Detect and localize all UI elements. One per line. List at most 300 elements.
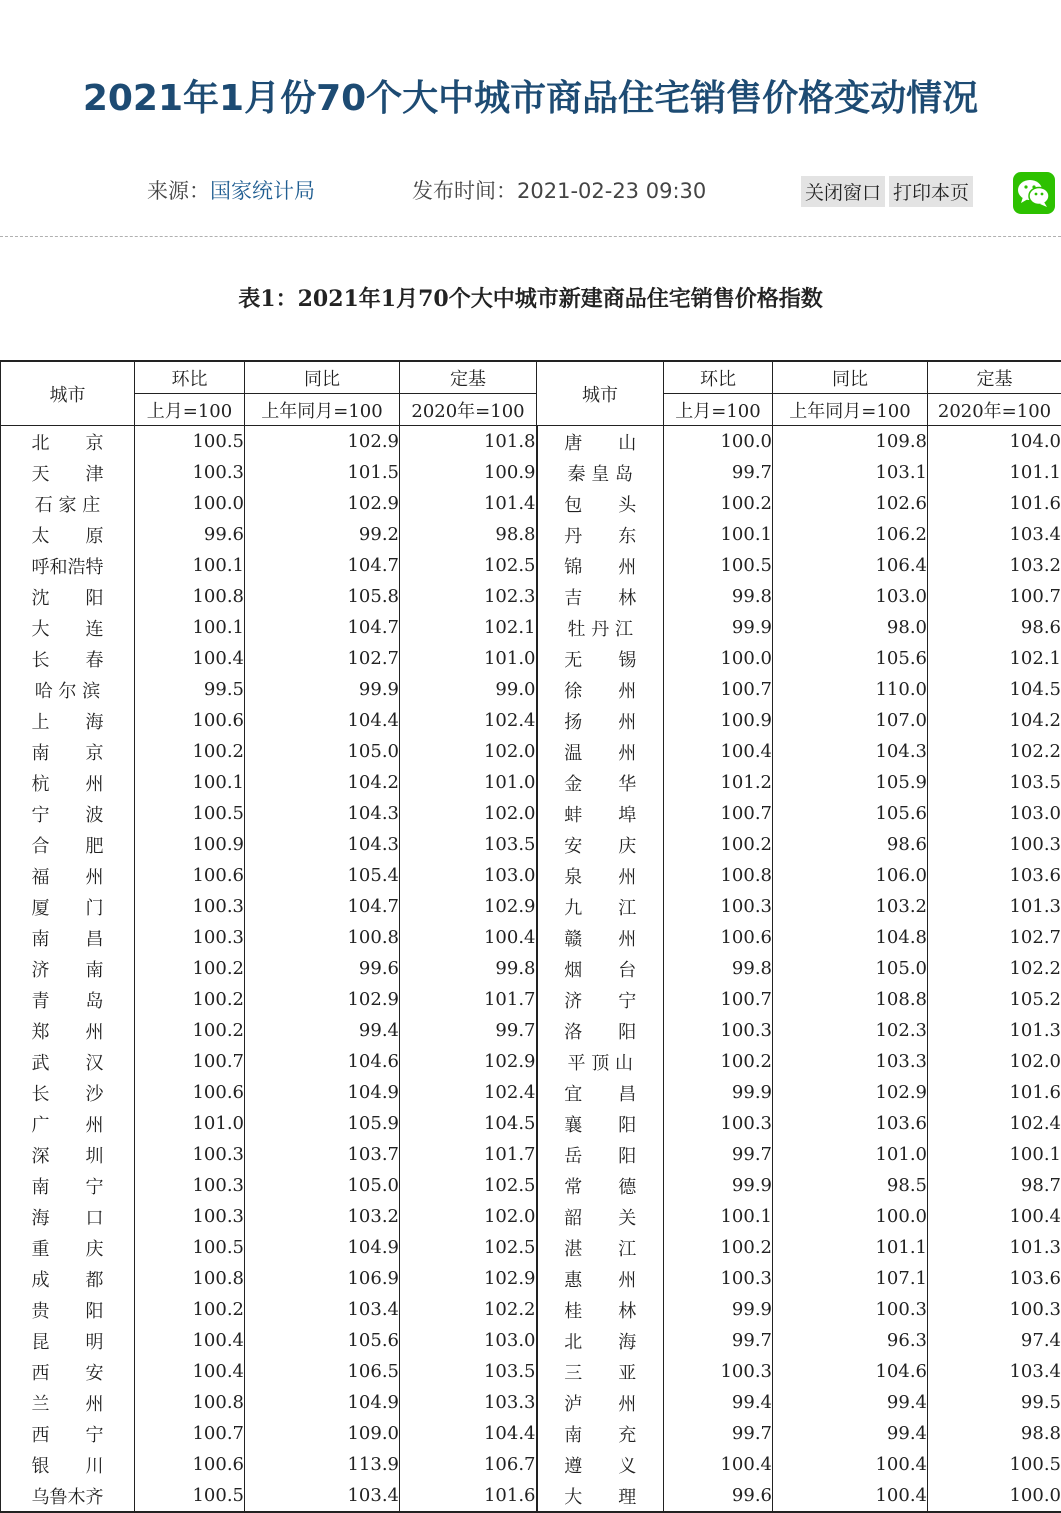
right-city-cell: 泉 州 (537, 860, 664, 891)
right-mom-cell: 100.0 (664, 643, 773, 674)
left-base-cell: 101.6 (400, 1480, 537, 1512)
left-mom-cell: 100.6 (135, 1077, 245, 1108)
left-yoy-cell: 99.4 (245, 1015, 400, 1046)
right-mom-cell: 99.9 (664, 1077, 773, 1108)
left-yoy-cell: 106.9 (245, 1263, 400, 1294)
right-mom-cell: 100.3 (664, 1263, 773, 1294)
right-base-cell: 98.7 (928, 1170, 1061, 1201)
right-city-cell: 安 庆 (537, 829, 664, 860)
right-yoy-cell: 105.6 (773, 798, 928, 829)
right-base-cell: 101.6 (928, 1077, 1061, 1108)
table-row (1, 488, 1061, 519)
table-body (1, 426, 1061, 1513)
right-mom-cell: 100.2 (664, 488, 773, 519)
left-base-cell: 100.4 (400, 922, 537, 953)
left-base-cell: 102.0 (400, 736, 537, 767)
right-yoy-cell: 106.0 (773, 860, 928, 891)
header-yoy: 同比 (773, 361, 928, 394)
left-city-cell: 沈 阳 (1, 581, 135, 612)
left-base-cell: 104.5 (400, 1108, 537, 1139)
right-base-cell: 104.0 (928, 426, 1061, 458)
left-city-cell: 厦 门 (1, 891, 135, 922)
right-city-cell: 南 充 (537, 1418, 664, 1449)
left-yoy-cell: 105.4 (245, 860, 400, 891)
left-base-cell: 104.4 (400, 1418, 537, 1449)
right-mom-cell: 100.5 (664, 550, 773, 581)
left-base-cell: 98.8 (400, 519, 537, 550)
right-city-cell: 济 宁 (537, 984, 664, 1015)
right-base-cell: 102.7 (928, 922, 1061, 953)
source-link[interactable]: 国家统计局 (210, 179, 315, 203)
right-city-cell: 湛 江 (537, 1232, 664, 1263)
right-city-cell: 丹 东 (537, 519, 664, 550)
left-base-cell: 102.5 (400, 550, 537, 581)
right-city-cell: 温 州 (537, 736, 664, 767)
left-mom-cell: 100.8 (135, 1387, 245, 1418)
publish-info (412, 175, 706, 205)
right-base-cell: 103.0 (928, 798, 1061, 829)
right-yoy-cell: 102.6 (773, 488, 928, 519)
right-yoy-cell: 103.2 (773, 891, 928, 922)
left-mom-cell: 100.9 (135, 829, 245, 860)
right-mom-cell: 100.8 (664, 860, 773, 891)
right-base-cell: 100.1 (928, 1139, 1061, 1170)
right-yoy-cell: 103.6 (773, 1108, 928, 1139)
wechat-icon[interactable] (1013, 172, 1055, 214)
table-row (1, 1294, 1061, 1325)
left-city-cell: 青 岛 (1, 984, 135, 1015)
right-city-cell: 秦 皇 岛 (537, 457, 664, 488)
right-mom-cell: 100.2 (664, 1046, 773, 1077)
table-row (1, 736, 1061, 767)
left-city-cell: 太 原 (1, 519, 135, 550)
right-base-cell: 99.5 (928, 1387, 1061, 1418)
right-city-cell: 洛 阳 (537, 1015, 664, 1046)
left-mom-cell: 100.0 (135, 488, 245, 519)
right-city-cell: 遵 义 (537, 1449, 664, 1480)
right-city-cell: 常 德 (537, 1170, 664, 1201)
header-mom: 环比 (664, 361, 773, 394)
left-base-cell: 101.0 (400, 643, 537, 674)
left-mom-cell: 100.6 (135, 1449, 245, 1480)
left-yoy-cell: 99.6 (245, 953, 400, 984)
left-yoy-cell: 104.4 (245, 705, 400, 736)
left-yoy-cell: 105.0 (245, 736, 400, 767)
right-yoy-cell: 100.0 (773, 1201, 928, 1232)
left-yoy-cell: 104.3 (245, 798, 400, 829)
left-city-cell: 兰 州 (1, 1387, 135, 1418)
right-base-cell: 103.2 (928, 550, 1061, 581)
right-base-cell: 105.2 (928, 984, 1061, 1015)
left-yoy-cell: 103.4 (245, 1480, 400, 1512)
left-mom-cell: 100.2 (135, 984, 245, 1015)
left-yoy-cell: 105.8 (245, 581, 400, 612)
left-base-cell: 103.0 (400, 860, 537, 891)
right-yoy-cell: 100.4 (773, 1449, 928, 1480)
left-yoy-cell: 106.5 (245, 1356, 400, 1387)
table-row (1, 1480, 1061, 1512)
left-city-cell: 贵 阳 (1, 1294, 135, 1325)
right-yoy-cell: 98.6 (773, 829, 928, 860)
right-base-cell: 104.2 (928, 705, 1061, 736)
left-base-cell: 101.4 (400, 488, 537, 519)
right-yoy-cell: 101.1 (773, 1232, 928, 1263)
left-yoy-cell: 104.6 (245, 1046, 400, 1077)
right-mom-cell: 100.7 (664, 674, 773, 705)
right-base-cell: 101.1 (928, 457, 1061, 488)
publish-time: 2021-02-23 09:30 (517, 179, 706, 203)
left-yoy-cell: 113.9 (245, 1449, 400, 1480)
left-city-cell: 西 安 (1, 1356, 135, 1387)
header-mom-sub: 上月=100 (135, 394, 245, 426)
left-mom-cell: 100.2 (135, 1015, 245, 1046)
left-yoy-cell: 109.0 (245, 1418, 400, 1449)
left-city-cell: 武 汉 (1, 1046, 135, 1077)
left-city-cell: 乌鲁木齐 (1, 1480, 135, 1512)
left-mom-cell: 99.5 (135, 674, 245, 705)
left-city-cell: 西 宁 (1, 1418, 135, 1449)
right-city-cell: 惠 州 (537, 1263, 664, 1294)
left-base-cell: 102.4 (400, 705, 537, 736)
table-row (1, 581, 1061, 612)
table-row (1, 705, 1061, 736)
left-yoy-cell: 104.9 (245, 1077, 400, 1108)
right-mom-cell: 100.3 (664, 1356, 773, 1387)
right-mom-cell: 99.7 (664, 1139, 773, 1170)
table-row (1, 426, 1061, 458)
action-buttons (801, 176, 973, 207)
left-base-cell: 102.0 (400, 798, 537, 829)
left-yoy-cell: 104.9 (245, 1387, 400, 1418)
right-city-cell: 徐 州 (537, 674, 664, 705)
table-row (1, 1046, 1061, 1077)
table-row (1, 1077, 1061, 1108)
right-city-cell: 泸 州 (537, 1387, 664, 1418)
left-yoy-cell: 99.9 (245, 674, 400, 705)
table-row (1, 1015, 1061, 1046)
left-base-cell: 102.9 (400, 1263, 537, 1294)
left-base-cell: 103.5 (400, 829, 537, 860)
right-city-cell: 北 海 (537, 1325, 664, 1356)
dashed-divider (0, 236, 1061, 237)
source-label: 来源： (147, 179, 210, 203)
left-mom-cell: 100.5 (135, 426, 245, 458)
header-base-sub: 2020年=100 (400, 394, 537, 426)
header-city: 城市 (1, 361, 135, 426)
left-yoy-cell: 104.3 (245, 829, 400, 860)
right-base-cell: 101.3 (928, 1232, 1061, 1263)
left-mom-cell: 100.4 (135, 1356, 245, 1387)
left-mom-cell: 100.5 (135, 798, 245, 829)
left-mom-cell: 100.3 (135, 1139, 245, 1170)
left-mom-cell: 100.7 (135, 1046, 245, 1077)
right-city-cell: 金 华 (537, 767, 664, 798)
left-base-cell: 101.7 (400, 984, 537, 1015)
left-mom-cell: 100.2 (135, 736, 245, 767)
right-city-cell: 包 头 (537, 488, 664, 519)
left-mom-cell: 101.0 (135, 1108, 245, 1139)
left-base-cell: 102.0 (400, 1201, 537, 1232)
table-row (1, 1418, 1061, 1449)
right-yoy-cell: 100.4 (773, 1480, 928, 1512)
right-yoy-cell: 99.4 (773, 1418, 928, 1449)
right-base-cell: 103.4 (928, 1356, 1061, 1387)
right-mom-cell: 100.7 (664, 984, 773, 1015)
left-yoy-cell: 104.9 (245, 1232, 400, 1263)
left-mom-cell: 99.6 (135, 519, 245, 550)
header-yoy-sub: 上年同月=100 (773, 394, 928, 426)
left-base-cell: 102.5 (400, 1232, 537, 1263)
right-city-cell: 烟 台 (537, 953, 664, 984)
right-city-cell: 无 锡 (537, 643, 664, 674)
table-row (1, 922, 1061, 953)
right-base-cell: 98.8 (928, 1418, 1061, 1449)
right-yoy-cell: 108.8 (773, 984, 928, 1015)
left-city-cell: 海 口 (1, 1201, 135, 1232)
right-mom-cell: 100.2 (664, 829, 773, 860)
right-yoy-cell: 103.0 (773, 581, 928, 612)
left-base-cell: 102.1 (400, 612, 537, 643)
right-yoy-cell: 103.3 (773, 1046, 928, 1077)
price-index-table (0, 360, 1061, 1513)
left-mom-cell: 100.1 (135, 767, 245, 798)
table-row (1, 984, 1061, 1015)
right-base-cell: 103.6 (928, 1263, 1061, 1294)
left-city-cell: 成 都 (1, 1263, 135, 1294)
right-mom-cell: 100.2 (664, 1232, 773, 1263)
left-city-cell: 南 宁 (1, 1170, 135, 1201)
right-city-cell: 平 顶 山 (537, 1046, 664, 1077)
left-city-cell: 南 昌 (1, 922, 135, 953)
right-city-cell: 赣 州 (537, 922, 664, 953)
table-row (1, 1325, 1061, 1356)
right-yoy-cell: 98.5 (773, 1170, 928, 1201)
right-base-cell: 103.4 (928, 519, 1061, 550)
left-yoy-cell: 103.2 (245, 1201, 400, 1232)
right-mom-cell: 100.7 (664, 798, 773, 829)
left-mom-cell: 100.4 (135, 643, 245, 674)
right-city-cell: 宜 昌 (537, 1077, 664, 1108)
table-row (1, 612, 1061, 643)
left-base-cell: 102.9 (400, 1046, 537, 1077)
right-city-cell: 唐 山 (537, 426, 664, 458)
right-city-cell: 三 亚 (537, 1356, 664, 1387)
left-city-cell: 昆 明 (1, 1325, 135, 1356)
table-row (1, 643, 1061, 674)
right-mom-cell: 99.7 (664, 1418, 773, 1449)
left-mom-cell: 100.6 (135, 705, 245, 736)
right-mom-cell: 99.6 (664, 1480, 773, 1512)
right-base-cell: 101.6 (928, 488, 1061, 519)
left-city-cell: 南 京 (1, 736, 135, 767)
right-base-cell: 97.4 (928, 1325, 1061, 1356)
left-city-cell: 石 家 庄 (1, 488, 135, 519)
left-city-cell: 长 沙 (1, 1077, 135, 1108)
right-mom-cell: 99.9 (664, 612, 773, 643)
left-yoy-cell: 104.7 (245, 891, 400, 922)
table-row (1, 1139, 1061, 1170)
right-mom-cell: 100.3 (664, 891, 773, 922)
left-mom-cell: 100.4 (135, 1325, 245, 1356)
left-city-cell: 深 圳 (1, 1139, 135, 1170)
left-city-cell: 济 南 (1, 953, 135, 984)
left-yoy-cell: 103.4 (245, 1294, 400, 1325)
table-row (1, 1201, 1061, 1232)
right-base-cell: 103.6 (928, 860, 1061, 891)
right-city-cell: 岳 阳 (537, 1139, 664, 1170)
right-mom-cell: 99.4 (664, 1387, 773, 1418)
table-row (1, 519, 1061, 550)
left-city-cell: 合 肥 (1, 829, 135, 860)
close-window-button[interactable]: 关闭窗口 (801, 176, 885, 207)
left-base-cell: 103.0 (400, 1325, 537, 1356)
left-mom-cell: 100.3 (135, 457, 245, 488)
right-yoy-cell: 101.0 (773, 1139, 928, 1170)
table-row (1, 767, 1061, 798)
right-city-cell: 桂 林 (537, 1294, 664, 1325)
right-yoy-cell: 96.3 (773, 1325, 928, 1356)
left-base-cell: 100.9 (400, 457, 537, 488)
right-mom-cell: 99.9 (664, 1170, 773, 1201)
left-mom-cell: 100.7 (135, 1418, 245, 1449)
table-row (1, 860, 1061, 891)
left-mom-cell: 100.1 (135, 612, 245, 643)
right-base-cell: 100.5 (928, 1449, 1061, 1480)
right-yoy-cell: 103.1 (773, 457, 928, 488)
left-yoy-cell: 102.9 (245, 426, 400, 458)
table-caption: 表1：2021年1月70个大中城市新建商品住宅销售价格指数 (0, 282, 1061, 313)
right-base-cell: 102.0 (928, 1046, 1061, 1077)
wechat-bubbles-icon (1017, 178, 1051, 208)
right-mom-cell: 100.4 (664, 1449, 773, 1480)
right-city-cell: 吉 林 (537, 581, 664, 612)
header-yoy-sub: 上年同月=100 (245, 394, 400, 426)
right-base-cell: 102.4 (928, 1108, 1061, 1139)
right-mom-cell: 99.8 (664, 581, 773, 612)
left-yoy-cell: 99.2 (245, 519, 400, 550)
right-yoy-cell: 107.1 (773, 1263, 928, 1294)
right-base-cell: 103.5 (928, 767, 1061, 798)
left-city-cell: 北 京 (1, 426, 135, 458)
left-mom-cell: 100.8 (135, 1263, 245, 1294)
left-mom-cell: 100.5 (135, 1232, 245, 1263)
table-row (1, 1108, 1061, 1139)
left-base-cell: 103.3 (400, 1387, 537, 1418)
table-row (1, 457, 1061, 488)
right-city-cell: 锦 州 (537, 550, 664, 581)
left-base-cell: 102.4 (400, 1077, 537, 1108)
print-page-button[interactable]: 打印本页 (889, 176, 973, 207)
right-base-cell: 101.3 (928, 891, 1061, 922)
left-mom-cell: 100.5 (135, 1480, 245, 1512)
source-info (147, 175, 315, 205)
right-base-cell: 100.3 (928, 829, 1061, 860)
left-mom-cell: 100.3 (135, 891, 245, 922)
left-yoy-cell: 105.6 (245, 1325, 400, 1356)
left-base-cell: 99.7 (400, 1015, 537, 1046)
right-yoy-cell: 105.9 (773, 767, 928, 798)
left-city-cell: 郑 州 (1, 1015, 135, 1046)
right-yoy-cell: 105.0 (773, 953, 928, 984)
right-yoy-cell: 105.6 (773, 643, 928, 674)
left-city-cell: 重 庆 (1, 1232, 135, 1263)
left-yoy-cell: 102.7 (245, 643, 400, 674)
right-mom-cell: 100.0 (664, 426, 773, 458)
header-yoy: 同比 (245, 361, 400, 394)
right-mom-cell: 99.7 (664, 1325, 773, 1356)
table-row (1, 674, 1061, 705)
table-row (1, 1232, 1061, 1263)
header-base-sub: 2020年=100 (928, 394, 1061, 426)
right-yoy-cell: 107.0 (773, 705, 928, 736)
right-base-cell: 102.2 (928, 953, 1061, 984)
left-yoy-cell: 105.0 (245, 1170, 400, 1201)
left-base-cell: 103.5 (400, 1356, 537, 1387)
right-city-cell: 大 理 (537, 1480, 664, 1512)
right-city-cell: 襄 阳 (537, 1108, 664, 1139)
right-mom-cell: 101.2 (664, 767, 773, 798)
right-base-cell: 101.3 (928, 1015, 1061, 1046)
left-yoy-cell: 102.9 (245, 984, 400, 1015)
table-row (1, 550, 1061, 581)
right-mom-cell: 100.3 (664, 1015, 773, 1046)
right-yoy-cell: 102.3 (773, 1015, 928, 1046)
left-mom-cell: 100.6 (135, 860, 245, 891)
left-mom-cell: 100.8 (135, 581, 245, 612)
right-yoy-cell: 104.6 (773, 1356, 928, 1387)
left-yoy-cell: 100.8 (245, 922, 400, 953)
right-base-cell: 104.5 (928, 674, 1061, 705)
right-yoy-cell: 104.8 (773, 922, 928, 953)
table-row (1, 1263, 1061, 1294)
right-yoy-cell: 106.2 (773, 519, 928, 550)
right-city-cell: 九 江 (537, 891, 664, 922)
right-mom-cell: 99.7 (664, 457, 773, 488)
right-yoy-cell: 98.0 (773, 612, 928, 643)
left-city-cell: 福 州 (1, 860, 135, 891)
right-yoy-cell: 110.0 (773, 674, 928, 705)
right-mom-cell: 100.1 (664, 1201, 773, 1232)
left-base-cell: 99.0 (400, 674, 537, 705)
right-base-cell: 102.1 (928, 643, 1061, 674)
left-city-cell: 广 州 (1, 1108, 135, 1139)
left-yoy-cell: 101.5 (245, 457, 400, 488)
left-mom-cell: 100.3 (135, 1201, 245, 1232)
publish-label: 发布时间： (412, 179, 517, 203)
right-yoy-cell: 100.3 (773, 1294, 928, 1325)
right-yoy-cell: 99.4 (773, 1387, 928, 1418)
left-mom-cell: 100.2 (135, 953, 245, 984)
left-city-cell: 银 川 (1, 1449, 135, 1480)
header-mom-sub: 上月=100 (664, 394, 773, 426)
page-title: 2021年1月份70个大中城市商品住宅销售价格变动情况 (0, 70, 1061, 121)
right-base-cell: 100.7 (928, 581, 1061, 612)
left-base-cell: 102.2 (400, 1294, 537, 1325)
header-base: 定基 (400, 361, 537, 394)
right-base-cell: 102.2 (928, 736, 1061, 767)
left-base-cell: 99.8 (400, 953, 537, 984)
left-base-cell: 106.7 (400, 1449, 537, 1480)
left-yoy-cell: 104.7 (245, 612, 400, 643)
right-yoy-cell: 109.8 (773, 426, 928, 458)
header-city: 城市 (537, 361, 664, 426)
right-mom-cell: 99.8 (664, 953, 773, 984)
left-city-cell: 天 津 (1, 457, 135, 488)
left-mom-cell: 100.3 (135, 922, 245, 953)
right-mom-cell: 100.9 (664, 705, 773, 736)
right-yoy-cell: 106.4 (773, 550, 928, 581)
right-mom-cell: 100.1 (664, 519, 773, 550)
